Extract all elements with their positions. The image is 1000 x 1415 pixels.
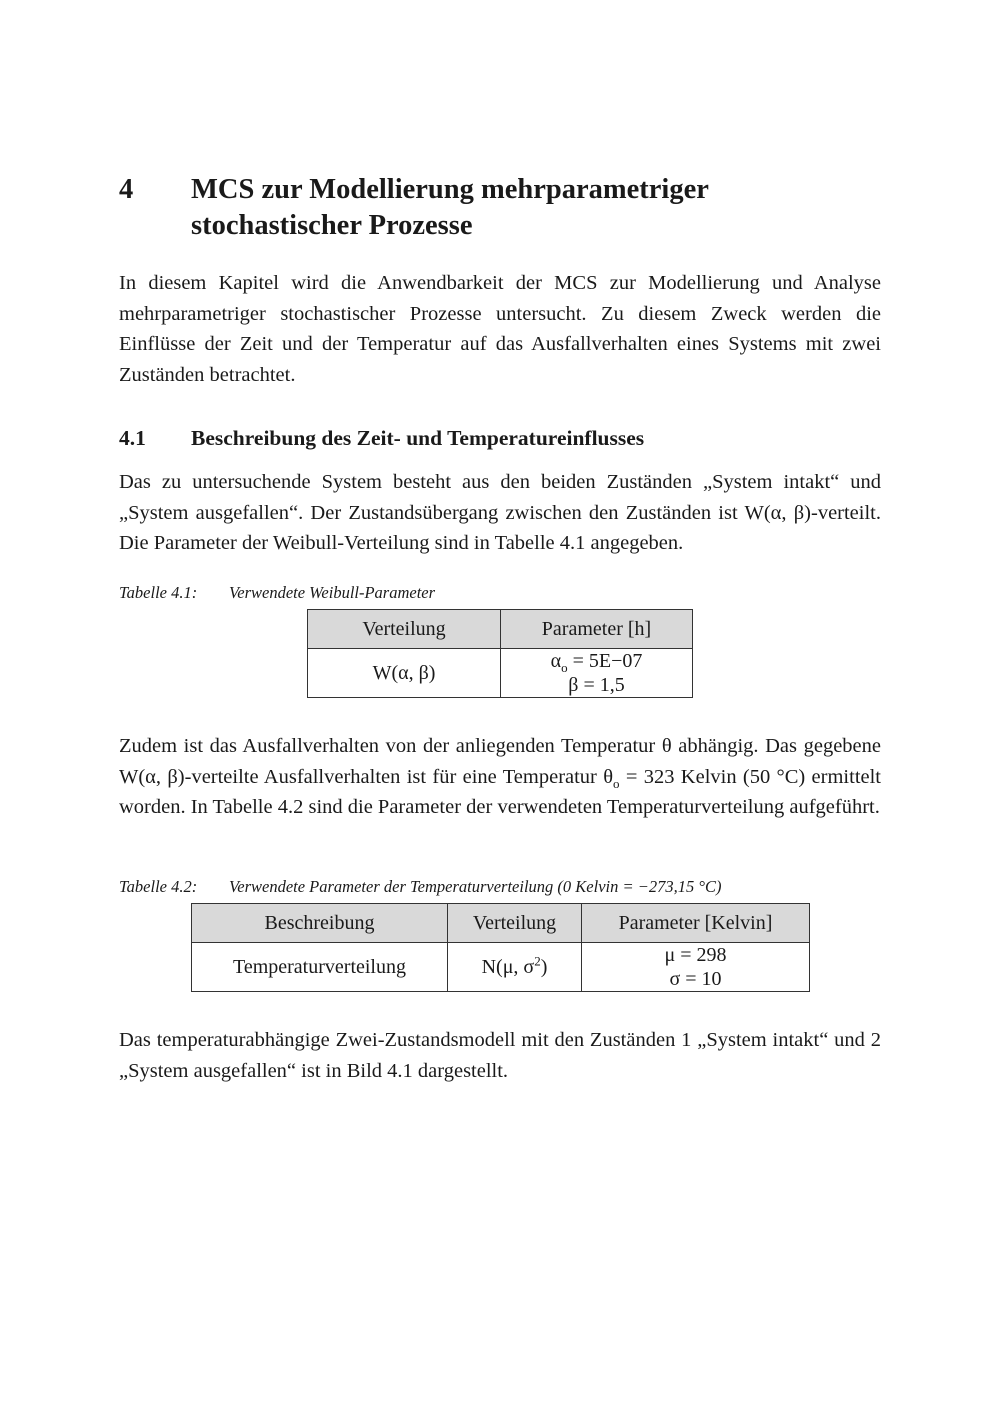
temperature-paragraph [119, 731, 881, 823]
table-header-cell: Verteilung [448, 904, 582, 943]
alpha-parameter [501, 649, 692, 673]
closing-paragraph: Das temperaturabhängige Zwei-Zustandsmodell mit den Zuständen 1 „System intakt“ und 2 „System ausgefallen“ ist in Bild 4.1 dargestellt. [119, 1029, 881, 1082]
alpha-symbol: α [550, 650, 562, 672]
chapter-number: 4 [119, 174, 134, 205]
table-header-cell: Parameter [h] [501, 610, 693, 649]
paragraph2-part1: Zudem ist das Ausfallverhalten von der anliegenden Temperatur θ abhängig. Das gegebene W(α, β)-verteilte Ausfallverhalten ist für eine Temperatur θ [119, 735, 881, 788]
table-cell-distribution [448, 943, 582, 992]
temperature-parameter-table [191, 903, 810, 992]
table-cell-parameters [582, 943, 810, 992]
table-cell-parameters [501, 649, 693, 698]
table2-caption [119, 876, 721, 898]
section-title: Beschreibung des Zeit- und Temperatureinflusses [191, 426, 645, 450]
paragraph2-part2: = 323 Kelvin (50 °C) ermittelt worden. In Tabelle 4.2 sind die Parameter der verwendeten Temperaturverteilung aufgeführt. [119, 765, 882, 818]
beta-parameter: β = 1,5 [568, 674, 625, 696]
distribution-base: N(μ, σ [481, 956, 535, 978]
table2-caption-text: Verwendete Parameter der Temperaturverteilung (0 Kelvin = −273,15 °C) [229, 877, 722, 896]
intro-paragraph: In diesem Kapitel wird die Anwendbarkeit der MCS zur Modellierung und Analyse mehrparametriger stochastischer Prozesse untersucht. Zu diesem Zweck werden die Einflüsse der Zeit und der Temperatur auf das Ausfallverhalten eines Systems mit zwei Zuständen betrachtet. [119, 272, 881, 386]
alpha-value: = 5E−07 [567, 650, 643, 672]
table-row [308, 649, 693, 698]
alpha-subscript: o [561, 660, 568, 675]
theta-subscript: o [613, 775, 620, 791]
table-header-cell: Parameter [Kelvin] [582, 904, 810, 943]
table-header-row [308, 610, 693, 649]
sigma-superscript: 2 [534, 953, 541, 969]
weibull-parameter-table [307, 609, 693, 698]
mu-parameter: μ = 298 [664, 944, 727, 966]
table1-caption-label: Tabelle 4.1: [119, 583, 198, 602]
table-row [192, 943, 810, 992]
table2-caption-label: Tabelle 4.2: [119, 877, 198, 896]
sigma-parameter: σ = 10 [669, 968, 722, 990]
table-cell-description: Temperaturverteilung [192, 943, 448, 992]
section-number: 4.1 [119, 426, 146, 450]
table-header-cell: Verteilung [308, 610, 501, 649]
distribution-close: ) [540, 956, 548, 978]
table1-caption-text: Verwendete Weibull-Parameter [229, 583, 436, 602]
chapter-title: MCS zur Modellierung mehrparametriger stochastischer Prozesse [191, 174, 709, 241]
table-cell-distribution: W(α, β) [308, 649, 501, 698]
table-header-cell: Beschreibung [192, 904, 448, 943]
section-paragraph: Das zu untersuchende System besteht aus den beiden Zuständen „System intakt“ und „System ausgefallen“. Der Zustandsübergang zwischen den Zuständen ist W(α, β)-verteilt. Die Parameter der Weibull-Verteilung sind in Tabelle 4.1 angegeben. [119, 471, 881, 554]
table1-caption [119, 582, 435, 604]
table-header-row [192, 904, 810, 943]
